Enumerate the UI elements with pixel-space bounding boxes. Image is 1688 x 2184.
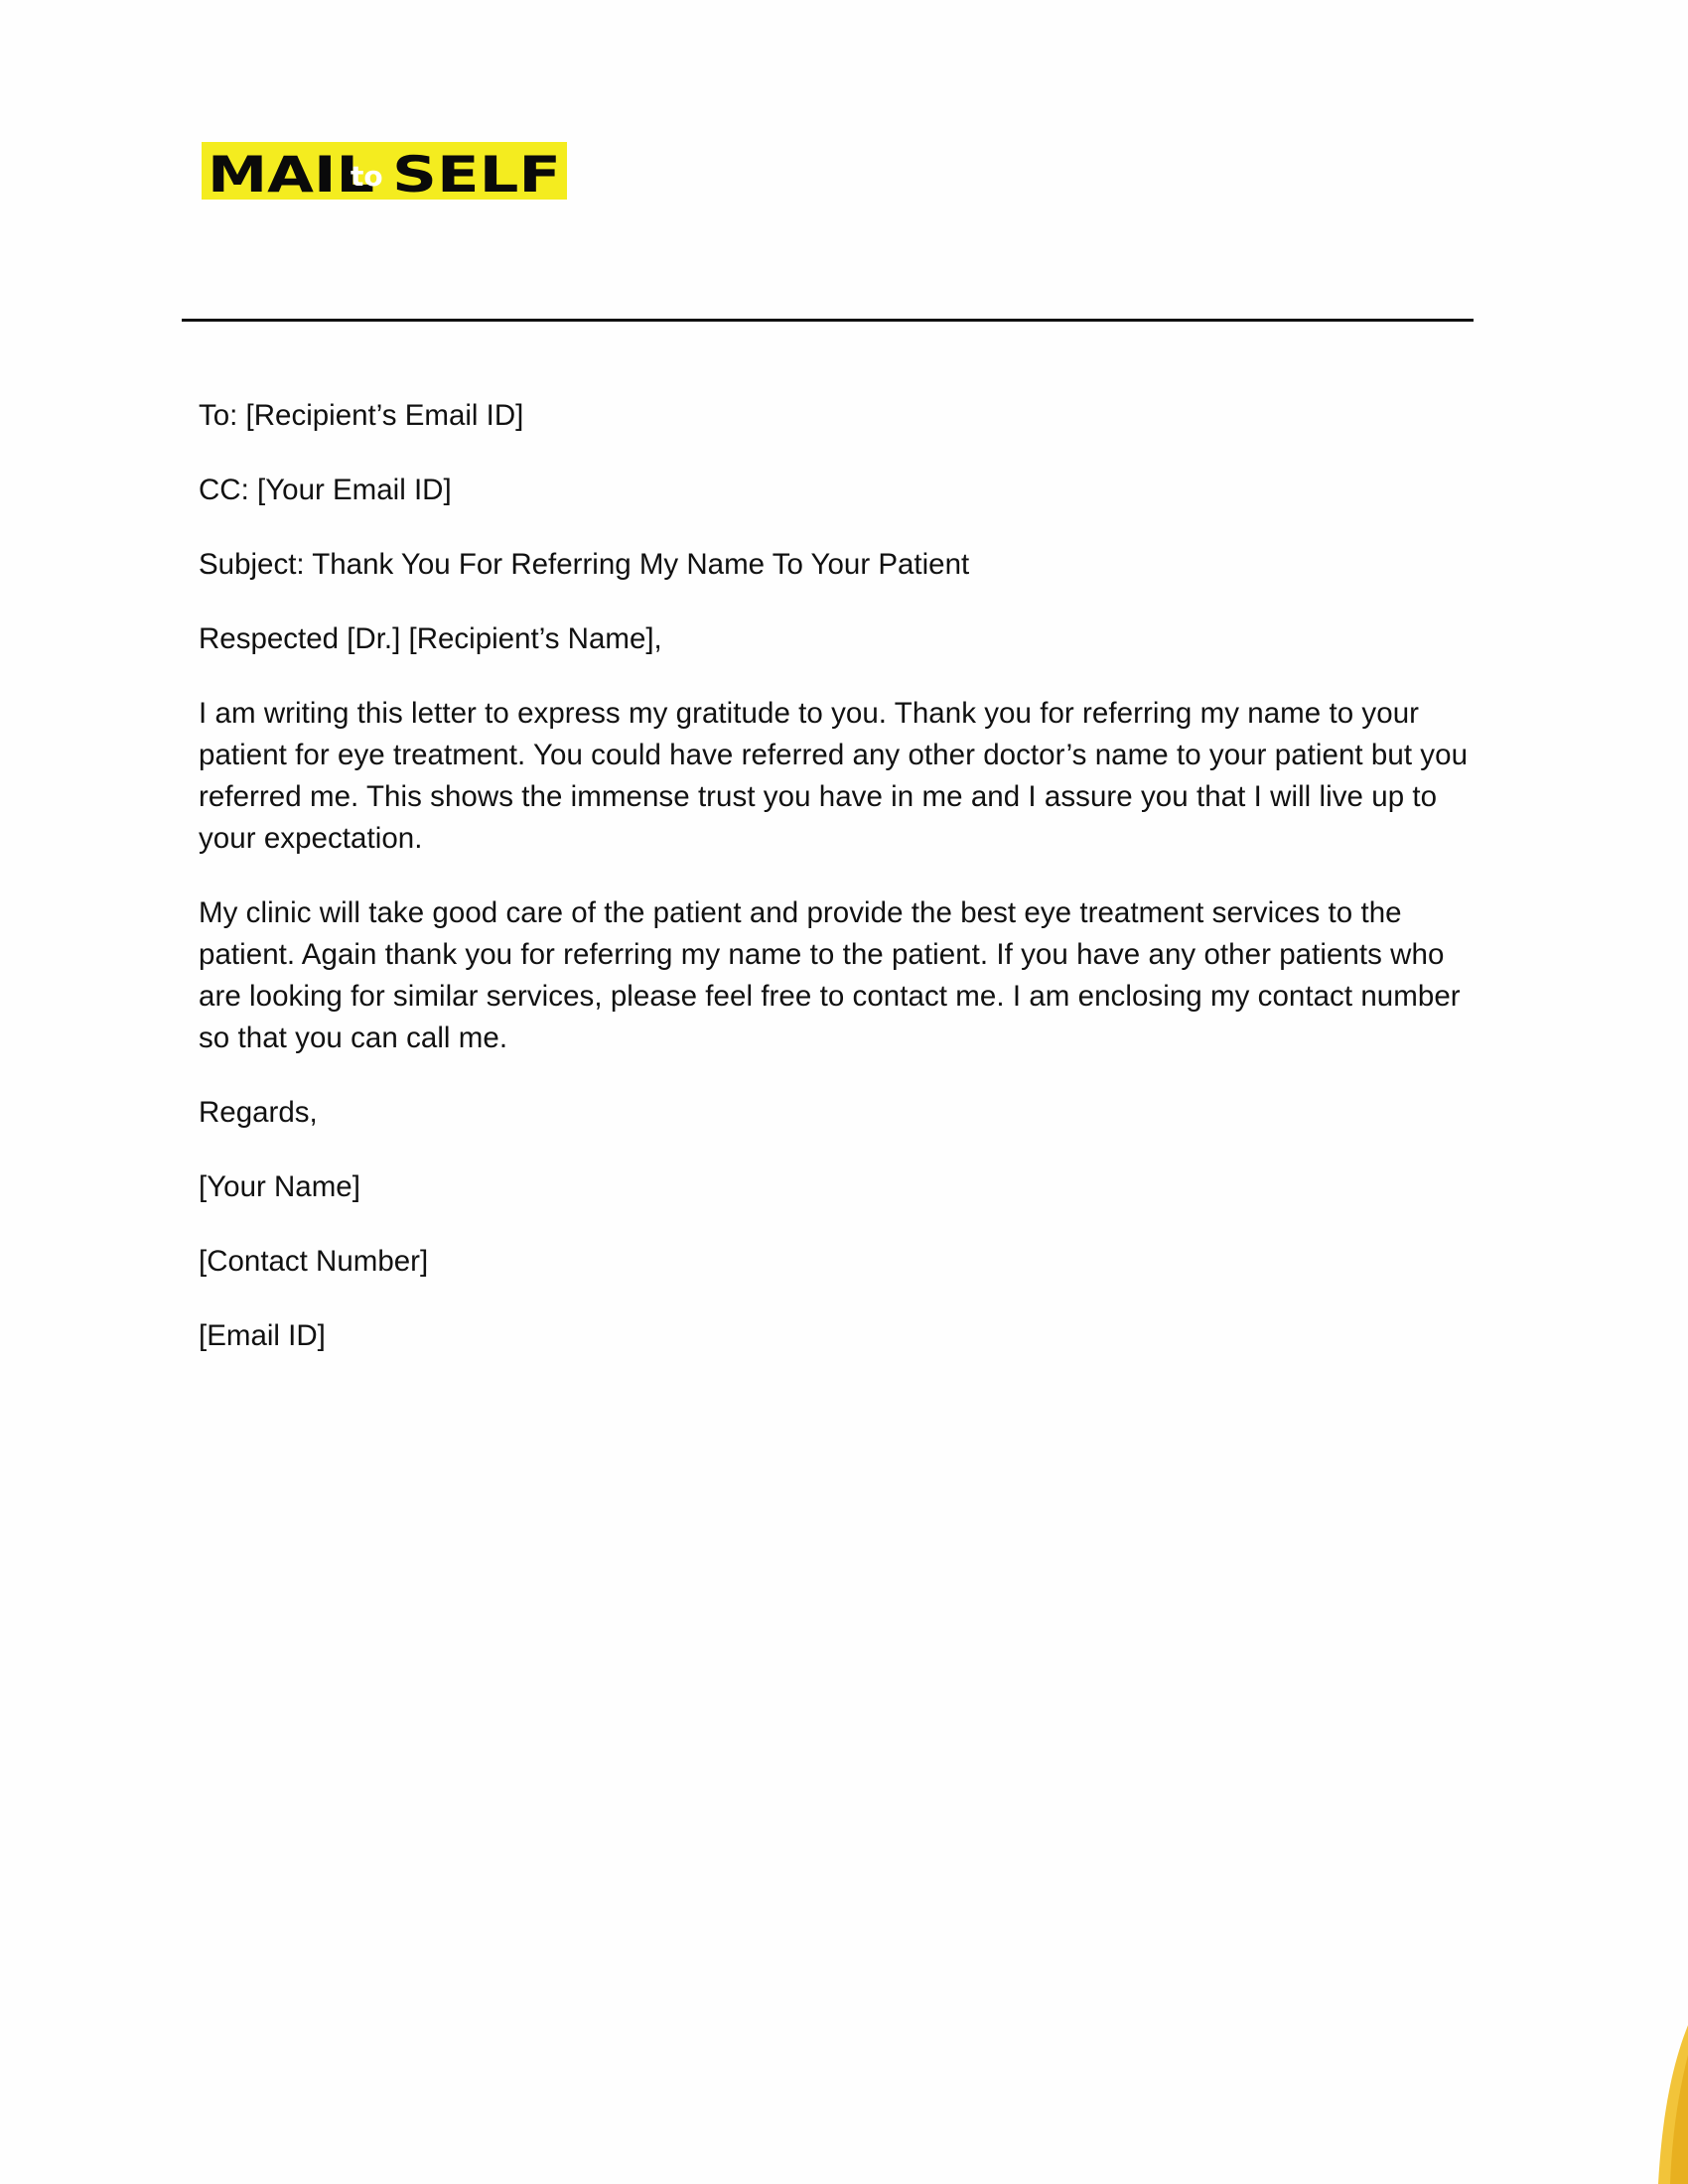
letter-body [199, 395, 1489, 1390]
paragraph-clinic: My clinic will take good care of the patient and provide the best eye treatment services to the patient. Again thank you for referring my name to the patient. If you have any other patients who are looking for similar services, please feel free to contact me. I am enclosing my contact number so that you can call me. [199, 896, 1461, 1054]
header-divider [182, 319, 1474, 322]
mail-to-self-logo [202, 142, 567, 200]
closing: Regards, [199, 1096, 318, 1129]
signature-name: [Your Name] [199, 1170, 360, 1203]
subject-line: Subject: Thank You For Referring My Name To Your Patient [199, 548, 970, 581]
signature-contact: [Contact Number] [199, 1245, 429, 1278]
cc-line: CC: [Your Email ID] [199, 474, 452, 506]
logo-text-self: SELF [392, 146, 561, 200]
corner-decoration [1628, 2025, 1688, 2184]
logo-text-to: to [351, 160, 383, 193]
logo-wordmark [202, 142, 567, 200]
to-line: To: [Recipient’s Email ID] [199, 399, 524, 432]
signature-email: [Email ID] [199, 1319, 326, 1352]
logo-text-mail: MAIL [208, 146, 374, 200]
salutation: Respected [Dr.] [Recipient’s Name], [199, 622, 662, 655]
paragraph-gratitude: I am writing this letter to express my gratitude to you. Thank you for referring my name to your patient for eye treatment. You could have referred any other doctor’s name to your patient but you referred me. This shows the immense trust you have in me and I assure you that I will live up to your expectation. [199, 697, 1469, 855]
